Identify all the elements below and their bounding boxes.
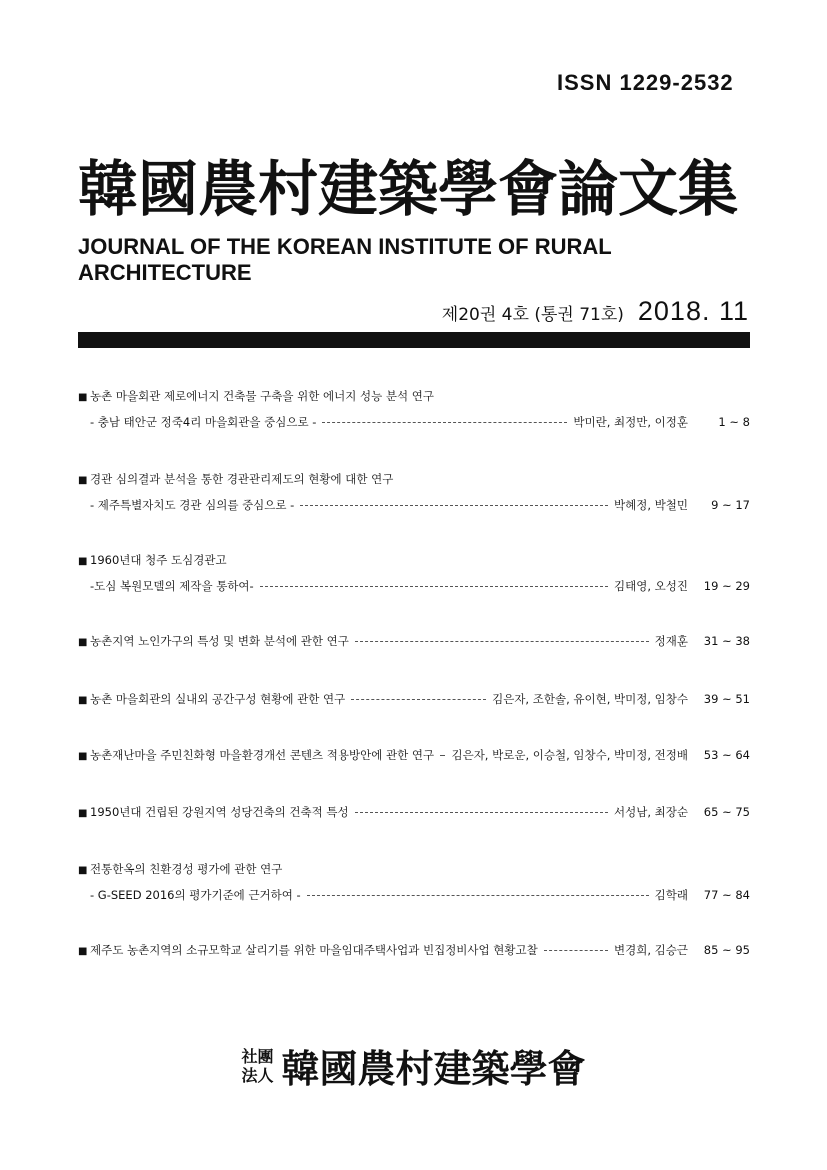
volume-info: 제20권 4호 (통권 71호) xyxy=(441,305,624,325)
journal-title-korean: 韓國農村建築學會論文集 xyxy=(78,155,738,225)
toc-authors: 김태영, 오성진 xyxy=(614,579,688,593)
dot-leader xyxy=(322,422,567,423)
toc-entry[interactable] xyxy=(78,634,750,648)
toc-entry[interactable] xyxy=(78,472,750,512)
toc-authors: 김은자, 박로운, 이승철, 임창수, 박미정, 전정배 xyxy=(451,748,688,762)
toc-subtitle: - G-SEED 2016의 평가기준에 근거하여 - xyxy=(90,888,301,902)
header-rule xyxy=(78,332,750,348)
journal-title-english: JOURNAL OF THE KOREAN INSTITUTE OF RURAL ARCHITECTURE xyxy=(78,234,612,285)
square-bullet-icon: ■ xyxy=(78,392,88,403)
dot-leader xyxy=(440,755,445,756)
square-bullet-icon: ■ xyxy=(78,637,88,648)
publisher-type-line1: 社團 xyxy=(241,1046,274,1066)
square-bullet-icon: ■ xyxy=(78,475,88,486)
publisher-footer xyxy=(0,1038,827,1093)
toc-title: 농촌지역 노인가구의 특성 및 변화 분석에 관한 연구 xyxy=(90,634,349,648)
square-bullet-icon: ■ xyxy=(78,808,88,819)
toc-subtitle: -도심 복원모델의 제작을 통하여- xyxy=(90,579,254,593)
toc-title: 농촌재난마을 주민친화형 마을환경개선 콘텐츠 적용방안에 관한 연구 xyxy=(90,748,435,762)
toc-authors: 변경희, 김승근 xyxy=(614,943,688,957)
toc-title: 전통한옥의 친환경성 평가에 관한 연구 xyxy=(90,862,283,876)
toc-entry[interactable] xyxy=(78,943,750,957)
toc-title: 1960년대 청주 도심경관고 xyxy=(90,553,227,567)
toc-title: 농촌 마을회관의 실내외 공간구성 현황에 관한 연구 xyxy=(90,692,346,706)
dot-leader xyxy=(355,812,608,813)
toc-pages: 65 ~ 75 xyxy=(703,805,750,819)
issn-number: ISSN 1229-2532 xyxy=(557,70,734,95)
square-bullet-icon: ■ xyxy=(78,556,88,567)
toc-title: 농촌 마을회관 제로에너지 건축물 구축을 위한 에너지 성능 분석 연구 xyxy=(90,389,434,403)
issue-date: 2018. 11 xyxy=(637,296,749,326)
toc-title: 1950년대 건립된 강원지역 성당건축의 건축적 특성 xyxy=(90,805,349,819)
publisher-type-line2: 法人 xyxy=(241,1065,274,1085)
toc-pages: 19 ~ 29 xyxy=(703,579,750,593)
square-bullet-icon: ■ xyxy=(78,865,88,876)
dot-leader xyxy=(351,699,486,700)
dot-leader xyxy=(300,505,608,506)
toc-authors: 서성남, 최장순 xyxy=(614,805,688,819)
toc-title: 제주도 농촌지역의 소규모학교 살리기를 위한 마을임대주택사업과 빈집정비사업 현황고찰 xyxy=(90,943,538,957)
toc-pages: 39 ~ 51 xyxy=(703,692,750,706)
toc-pages: 77 ~ 84 xyxy=(703,888,750,902)
toc-entry[interactable] xyxy=(78,389,750,429)
toc-authors: 박혜정, 박철민 xyxy=(614,498,688,512)
square-bullet-icon: ■ xyxy=(78,751,88,762)
toc-pages: 85 ~ 95 xyxy=(703,943,750,957)
toc-entry[interactable] xyxy=(78,748,750,762)
dot-leader xyxy=(544,950,608,951)
toc-authors: 박미란, 최정만, 이정훈 xyxy=(573,415,688,429)
dot-leader xyxy=(355,641,649,642)
square-bullet-icon: ■ xyxy=(78,946,88,957)
toc-entry[interactable] xyxy=(78,862,750,902)
toc-pages: 1 ~ 8 xyxy=(718,415,750,429)
toc-authors: 정재훈 xyxy=(654,634,688,648)
toc-authors: 김학래 xyxy=(654,888,688,902)
dot-leader xyxy=(307,895,649,896)
toc-entry[interactable] xyxy=(78,692,750,706)
toc-authors: 김은자, 조한솔, 유이현, 박미정, 임창수 xyxy=(492,692,688,706)
toc-entry[interactable] xyxy=(78,553,750,593)
toc-entry[interactable] xyxy=(78,805,750,819)
publisher-name: 韓國農村建築學會 xyxy=(281,1046,586,1091)
square-bullet-icon: ■ xyxy=(78,695,88,706)
toc-subtitle: - 제주특별자치도 경관 심의를 중심으로 - xyxy=(90,498,295,512)
toc-pages: 31 ~ 38 xyxy=(703,634,750,648)
toc-pages: 9 ~ 17 xyxy=(711,498,750,512)
toc-title: 경관 심의결과 분석을 통한 경관관리제도의 현황에 대한 연구 xyxy=(90,472,394,486)
toc-pages: 53 ~ 64 xyxy=(703,748,750,762)
dot-leader xyxy=(260,586,608,587)
publisher-type xyxy=(241,1047,273,1085)
issue-line xyxy=(442,296,749,327)
toc-subtitle: - 충남 태안군 정죽4리 마을회관을 중심으로 - xyxy=(90,415,317,429)
